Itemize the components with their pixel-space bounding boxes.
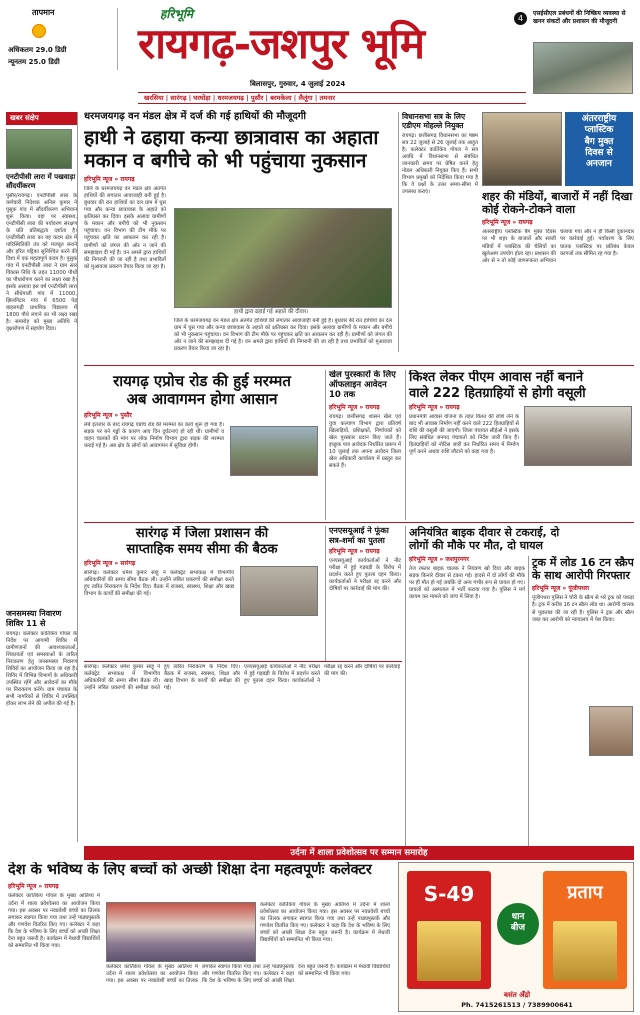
housing-byline: हरिभूमि न्यूज » रायगढ़ bbox=[409, 404, 460, 412]
sidebar-item2-body: रायगढ़। कलेक्टर कार्तिकेय गोयल के निर्देश पर आगामी शिविर में ग्रामीणजनों की आवश्यकताओं, शिकायतों एवं समस्याओं के त्वरित निराकरण हेतु जनसमस्या निवारण शिविरों का आयोजन किया जा रहा है। शिविर में विभिन्न विभागों के अधिकारी उपस्थित रहेंगे और आवेदनों का मौके पर निराकरण करेंगे। ग्राम पंचायत के सभी नागरिकों से शिविर में उपस्थित होकर लाभ लेने की अपील की गई है। bbox=[6, 630, 77, 708]
ad-left-pack-visual bbox=[417, 921, 481, 981]
road-headline-line2: अब आवागमन होगा आसान bbox=[126, 390, 278, 408]
nav-item-gharghoda[interactable]: घरघोड़ा bbox=[193, 94, 211, 102]
lead-photo bbox=[174, 208, 392, 308]
road-byline: हरिभूमि न्यूज » पुसौर bbox=[84, 412, 132, 419]
nav-item-dharamjaigarh[interactable]: धरमजयगढ़ bbox=[217, 94, 244, 102]
sidebar-item2-headline: जनसमस्या निवारण शिविर 11 से bbox=[6, 608, 62, 628]
nsui-story bbox=[325, 526, 401, 661]
lead-byline: हरिभूमि न्यूज » रायगढ़ bbox=[84, 176, 135, 184]
accident-headline bbox=[409, 526, 634, 552]
sun-icon bbox=[30, 22, 48, 40]
education-body-side: कलेक्टर कार्तिकेय गोयल के मुख्य आतिथ्य में उर्दना में शाला प्रवेशोत्सव का आयोजन किया गया। इस अवसर पर नवप्रवेशी बच्चों का तिलक लगाकर स्वागत किया गया तथा उन्हें पाठ्यपुस्तकें और गणवेश वितरित किए गए। कलेक्टर ने कहा कि देश के भविष्य के लिए बच्चों को अच्छी शिक्षा देना बहुत जरूरी है। कार्यक्रम में मेधावी विद्यार्थियों को सम्मानित भी किया गया। bbox=[260, 902, 390, 944]
min-temp: न्यूनतम 25.0 डिग्री bbox=[8, 58, 60, 66]
accident-headline-line2: लोगों की मौके पर मौत, दो घायल bbox=[409, 539, 543, 553]
housing-headline-line2: वाले 222 हितग्राहियों से होगी वसूली bbox=[409, 385, 586, 401]
plastic-photo bbox=[482, 112, 562, 186]
plastic-badge-line3: बैग मुक्त bbox=[584, 136, 614, 147]
nav-item-baramkela[interactable]: बरमकेला bbox=[270, 94, 292, 102]
divider bbox=[84, 365, 634, 366]
dateline: बिलासपुर, गुरुवार, 4 जुलाई 2024 bbox=[250, 80, 346, 88]
sidebar-item1-headline: एनटीपीसी लारा में पखवाड़ा सौंदर्यीकरण bbox=[6, 173, 76, 191]
housing-body: प्रधानमंत्री आवास योजना के तहत किश्त की राशि लेने के बाद भी आवास निर्माण नहीं करने वाले 222 हितग्राहियों से राशि की वसूली की जाएगी। जिला पंचायत सीईओ ने इसके लिए संबंधित जनपद पंचायतों को निर्देश जारी किए हैं। हितग्राहियों को नोटिस जारी कर निर्धारित समय में निर्माण पूर्ण करने अथवा राशि लौटाने को कहा गया है। bbox=[409, 414, 519, 456]
education-story bbox=[8, 862, 392, 1012]
divider bbox=[84, 522, 634, 523]
education-body-cont: कलेक्टर कार्तिकेय गोयल के मुख्य आतिथ्य में उर्दना में शाला प्रवेशोत्सव का आयोजन किया गया। इस अवसर पर नवप्रवेशी बच्चों का तिलक लगाकर स्वागत किया गया तथा उन्हें पाठ्यपुस्तकें और गणवेश वितरित किए गए। कलेक्टर ने कहा कि देश के भविष्य के लिए बच्चों को अच्छी शिक्षा देना बहुत जरूरी है। कार्यक्रम में मेधावी विद्यार्थियों को सम्मानित भी किया गया। bbox=[106, 964, 390, 985]
education-headline: देश के भविष्य के लिए बच्चों को अच्छी शिक्षा देना महत्वपूर्णः कलेक्टर bbox=[8, 862, 372, 878]
nav-item-pusaur[interactable]: पुसौर bbox=[250, 94, 264, 102]
truck-byline: हरिभूमि न्यूज » पूंजीपथरा bbox=[532, 585, 590, 593]
page-title: रायगढ़-जशपुर भूमि bbox=[138, 19, 425, 68]
accident-body-wrap bbox=[405, 556, 525, 846]
ad-center-badge-line1: धान bbox=[511, 912, 525, 922]
seed-advertisement[interactable] bbox=[398, 862, 634, 1012]
nav-item-sarangarh[interactable]: सारंगढ़ bbox=[170, 94, 187, 102]
nsui-body: एनएसयूआई कार्यकर्ताओं ने नीट परीक्षा में हुई गड़बड़ी के विरोध में प्रदर्शन करते हुए पुतला दहन किया। कार्यकर्ताओं ने परीक्षा रद्द करने और दोषियों पर कार्रवाई की मांग की। bbox=[329, 558, 401, 593]
admin-byline: हरिभूमि न्यूज » सारंगढ़ bbox=[84, 560, 136, 568]
ad-center-badge-line2: बीज bbox=[510, 923, 526, 934]
sidebar-photo bbox=[6, 129, 72, 169]
nav-item-kharsia[interactable]: खरसिया bbox=[144, 94, 164, 102]
admin-body: सारंगढ़। कलेक्टर धर्मेश कुमार साहू ने कलेक्ट्रेट सभाकक्ष में विभागीय अधिकारियों की समय सीमा बैठक ली। उन्होंने लंबित प्रकरणों की समीक्षा करते हुए त्वरित निराकरण के निर्देश दिए। बैठक में राजस्व, स्वास्थ्य, शिक्षा और खाद्य विभाग के कार्यों की समीक्षा की गई। bbox=[84, 570, 234, 598]
plastic-byline: हरिभूमि न्यूज » रायगढ़ bbox=[482, 219, 533, 227]
lower-filler-body-2: एनएसयूआई कार्यकर्ताओं ने नीट परीक्षा में हुई गड़बड़ी के विरोध में प्रदर्शन करते हुए पुतला दहन किया। कार्यकर्ताओं ने परीक्षा रद्द करने और दोषियों पर कार्रवाई की मांग की। bbox=[244, 664, 400, 685]
road-photo bbox=[230, 426, 318, 476]
divider bbox=[84, 661, 402, 662]
lead-body: जिले के धरमजयगढ़ वन मंडल क्षेत्र अंतर्गत हाथियों की लगातार आवाजाही बनी हुई है। बुधवार की रात हाथियों का दल ग्राम में घुस गया और कन्या छात्रावास के अहाते को क्षतिग्रस्त कर दिया। इसके अलावा ग्रामीणों के मकान और बगीचे को भी नुकसान पहुंचाया। वन विभाग की टीम मौके पर पहुंचकर क्षति का आकलन कर रही है। ग्रामीणों को जंगल की ओर न जाने की समझाइश दी गई है। वन अमले द्वारा हाथियों की निगरानी की जा रही है तथा प्रभावितों को मुआवजा प्रकरण तैयार किया जा रहा है। bbox=[84, 186, 166, 270]
sports-headline: खेल पुरस्कारों के लिए ऑफलाइन आवेदन 10 तक bbox=[329, 370, 396, 401]
truck-body: पूंजीपथरा पुलिस ने चोरी के स्क्रैप से भरे ट्रक को पकड़ा है। ट्रक में करीब 16 टन स्क्रैप लोड था। आरोपी चालक से पूछताछ की जा रही है। पुलिस ने ट्रक और स्क्रैप जब्त कर आरोपी को न्यायालय में पेश किया। bbox=[532, 595, 634, 623]
ad-phone[interactable]: Ph. 7415261513 / 7389900641 bbox=[461, 1001, 573, 1009]
plastic-badge bbox=[565, 112, 633, 186]
brand-small: हरिभूमि bbox=[160, 7, 194, 21]
housing-headline bbox=[409, 370, 634, 401]
housing-headline-line1: किश्त लेकर पीएम आवास नहीं बनाने bbox=[409, 370, 584, 385]
lead-headline bbox=[84, 126, 394, 173]
weather-box bbox=[8, 8, 118, 70]
road-body: लंबे इंतजार के बाद रायगढ़ एप्रोच रोड की मरम्मत का कार्य शुरू हो गया है। सड़क पर बने गड्ढों के कारण आए दिन दुर्घटनाएं हो रही थीं। ग्रामीणों व वाहन चालकों की मांग पर लोक निर्माण विभाग द्वारा सड़क की मरम्मत कराई गई है। अब क्षेत्र के लोगों को आवागमन में सुविधा होगी। bbox=[84, 422, 224, 450]
admin-story bbox=[84, 526, 320, 661]
plastic-badge-line5: अनजान bbox=[586, 159, 612, 169]
lower-filler-body: सारंगढ़। कलेक्टर धर्मेश कुमार साहू ने कलेक्ट्रेट सभाकक्ष में विभागीय अधिकारियों की समय सीमा बैठक ली। उन्होंने लंबित प्रकरणों की समीक्षा करते हुए त्वरित निराकरण के निर्देश दिए। बैठक में राजस्व, स्वास्थ्य, शिक्षा और खाद्य विभाग के कार्यों की समीक्षा की गई। bbox=[84, 664, 240, 692]
plastic-badge-line4: दिवस से bbox=[585, 147, 613, 158]
lead-story bbox=[84, 110, 394, 365]
plastic-badge-line2: प्लास्टिक bbox=[584, 125, 614, 136]
plastic-headline: शहर की मंडियों, बाजारों में नहीं दिखा कोई रोकने-टोकने वाला bbox=[482, 190, 633, 217]
truck-photo bbox=[589, 706, 633, 756]
nsui-byline: हरिभूमि न्यूज » रायगढ़ bbox=[329, 548, 380, 556]
admin-headline bbox=[84, 526, 320, 557]
lead-headline-line1: हाथी ने ढहाया कन्या छात्रावास का अहाता bbox=[84, 125, 379, 149]
truck-headline bbox=[532, 556, 634, 582]
lower-filler bbox=[84, 664, 400, 844]
ad-right-brand: प्रताप bbox=[567, 882, 603, 903]
nav-item-lailunga[interactable]: लैलूंगा bbox=[298, 94, 313, 102]
plastic-story bbox=[482, 190, 634, 350]
page-number: 4 bbox=[514, 12, 527, 25]
accident-byline: हरिभूमि न्यूज » जशपुरनगर bbox=[409, 556, 469, 563]
education-body: कलेक्टर कार्तिकेय गोयल के मुख्य आतिथ्य में उर्दना में शाला प्रवेशोत्सव का आयोजन किया गया। इस अवसर पर नवप्रवेशी बच्चों का तिलक लगाकर स्वागत किया गया तथा उन्हें पाठ्यपुस्तकें और गणवेश वितरित किए गए। कलेक्टर ने कहा कि देश के भविष्य के लिए बच्चों को अच्छी शिक्षा देना बहुत जरूरी है। कार्यक्रम में मेधावी विद्यार्थियों को सम्मानित भी किया गया। bbox=[8, 893, 100, 949]
ad-right-pack-visual bbox=[553, 921, 617, 981]
education-kicker-bar bbox=[84, 846, 634, 860]
accident-headline-line1: अनियंत्रित बाइक दीवार से टकराई, दो bbox=[409, 526, 560, 539]
plastic-badge-line1: अंतरराष्ट्रीय bbox=[581, 114, 617, 124]
admin-headline-line1: सारंगढ़ में जिला प्रशासन की bbox=[135, 526, 269, 541]
truck-story bbox=[528, 556, 634, 846]
ad-right-pack bbox=[543, 871, 627, 989]
lead-body-cont: जिले के धरमजयगढ़ वन मंडल क्षेत्र अंतर्गत हाथियों की लगातार आवाजाही बनी हुई है। बुधवार की रात हाथियों का दल ग्राम में घुस गया और कन्या छात्रावास के अहाते को क्षतिग्रस्त कर दिया। इसके अलावा ग्रामीणों के मकान और बगीचे को भी नुकसान पहुंचाया। वन विभाग की टीम मौके पर पहुंचकर क्षति का आकलन कर रही है। ग्रामीणों को जंगल की ओर न जाने की समझाइश दी गई है। वन अमले द्वारा हाथियों की निगरानी की जा रही है तथा प्रभावितों को मुआवजा प्रकरण तैयार किया जा रहा है। bbox=[174, 318, 392, 353]
teaser-photo bbox=[533, 42, 633, 94]
education-byline: हरिभूमि न्यूज » रायगढ़ bbox=[8, 883, 59, 891]
weather-label: तापमान bbox=[32, 8, 55, 17]
model-body: रायगढ़। छत्तीसगढ़ विधानसभा का षष्ठम सत्र 22 जुलाई से 26 जुलाई तक आहूत है। कलेक्टर कार्तिकेय गोयल ने सत्र अवधि में विधानसभा से संबंधित जानकारी समय पर प्रेषित करने हेतु नोडल अधिकारी नियुक्त किए हैं। सभी विभाग प्रमुखों को निर्देशित किया गया है कि वे प्रश्नों के उत्तर समय-सीमा में उपलब्ध कराएं। bbox=[402, 133, 478, 196]
ad-center-badge bbox=[497, 903, 539, 945]
housing-story bbox=[405, 370, 634, 520]
education-photo bbox=[106, 902, 256, 962]
ad-vendor: बसंत अँद्रो bbox=[503, 991, 531, 999]
masthead bbox=[0, 0, 640, 110]
lead-headline-line2: मकान व बगीचे को भी पहुंचाया नुकसान bbox=[84, 148, 367, 172]
accident-body: तेज रफ्तार बाइक चालक ने नियंत्रण खो दिया और बाइक सड़क किनारे दीवार से टकरा गई। हादसे में दो लोगों की मौके पर ही मौत हो गई जबकि दो अन्य गंभीर रूप से घायल हो गए। घायलों को अस्पताल में भर्ती कराया गया है। पुलिस ने मर्ग कायम कर मामले को जांच में लिया है। bbox=[409, 566, 525, 601]
sports-story bbox=[325, 370, 401, 520]
ad-left-brand: S-49 bbox=[423, 882, 475, 906]
road-headline-line1: रायगढ़ एप्रोच रोड की हुई मरम्मत bbox=[113, 372, 291, 390]
admin-photo bbox=[240, 566, 318, 616]
housing-photo bbox=[524, 406, 632, 466]
road-headline bbox=[84, 372, 320, 408]
sidebar-item1-body: पुसौर/रायगढ़। एनटीपीसी लारा के कर्मचारी निदेशक अनिल कुमार ने पुसुक गांव में सौंदर्यीकरण अभियान शुरू किया। वहां पर स्वास्थ्य, एनटीपीसी लारा की पर्यावरण संरक्षण के प्रति प्रतिबद्धता दर्शाता है। एनटीपीसी लारा का यह कदम क्षेत्र में पारिस्थितिकी तंत्र को मजबूत बनाने और हरित पट्टिका सुनिश्चित करने की दिशा में एक महत्वपूर्ण कदम है। पुसुक गांव में एनटीपीसी लारा ने ग्राम स्तर विकास निधि के तहत 11000 पौधों का पौधारोपण करने का लक्ष्य रखा है। इसके अलावा इस वर्ष एनटीपीसी लारा ने सीधेपाली गांव में 11000, झिलगिटार गांव में 6500 पेड़ बाहलगढ़ी प्राथमिक विद्यालय में 1800 पौधे लगाने का भी लक्ष्य रखा है। समारोह को मुख्य अतिथि ने वृक्षारोपण में सहयोग दिया। bbox=[6, 192, 77, 333]
lead-photo-caption: हाथी द्वारा ढहाई गई अहाते की दीवार। bbox=[234, 309, 309, 315]
plastic-body: अंतरराष्ट्रीय प्लास्टिक बैग मुक्त दिवस पर भी शहर के बाजारों और सब्जी मंडियों में प्लास्टिक की थैलियों का खुलेआम उपयोग होता रहा। प्रशासन की ओर से न तो कोई जागरूकता अभियान चलाया गया और न ही किसी दुकानदार पर कार्रवाई हुई। पर्यावरण के लिए घातक प्लास्टिक पर प्रतिबंध केवल कागजों तक सीमित रह गया है। bbox=[482, 229, 634, 264]
sidebar-label: खबर संक्षेप bbox=[6, 112, 77, 125]
truck-headline-line2: के साथ आरोपी गिरफ्तार bbox=[532, 569, 631, 583]
truck-headline-line1: ट्रक में लोड 16 टन स्क्रैप bbox=[532, 556, 634, 569]
sidebar bbox=[6, 112, 78, 842]
ad-left-pack bbox=[407, 871, 491, 989]
sports-byline: हरिभूमि न्यूज » रायगढ़ bbox=[329, 403, 380, 411]
education-kicker: उर्दना में शाला प्रवेशोत्सव पर सम्मान समारोह bbox=[290, 848, 428, 858]
model-headline: विधानसभा सत्र के लिए एडीएम मोहल्ले नियुक्त bbox=[402, 112, 466, 130]
nsui-headline: एनएसयूआई ने फूंका सत्र-शर्मा का पुतला bbox=[329, 526, 389, 545]
model-story bbox=[398, 112, 478, 352]
nav-item-tamnar[interactable]: तमनार bbox=[319, 94, 336, 102]
sports-body: रायगढ़। छत्तीसगढ़ शासन खेल एवं युवा कल्याण विभाग द्वारा प्रतिवर्ष खिलाड़ियों, प्रशिक्षकों, निर्णायकों को खेल पुरस्कार प्रदान किए जाते हैं। इच्छुक पात्र आवेदक निर्धारित प्रारूप में 10 जुलाई तक अपना आवेदन जिला खेल अधिकारी कार्यालय में प्रस्तुत कर सकते हैं। bbox=[329, 413, 401, 469]
nav-strip: खरसिया | सारंगढ़ | घरघोड़ा | धरमजयगढ़ | पुसौर | बरमकेला | लैलूंगा | तमनार bbox=[138, 92, 526, 104]
teaser: एसईसीएल प्रबंधनों की निष्क्रिय व्यवस्था से खनन संकटों और प्रशासन की मौजूदगी bbox=[533, 10, 626, 26]
max-temp: अधिकतम 29.0 डिग्री bbox=[8, 46, 67, 54]
road-story bbox=[84, 372, 320, 522]
lead-kicker: धरमजयगढ़ वन मंडल क्षेत्र में दर्ज की गई हाथियों की मौजूदगी bbox=[84, 111, 307, 122]
admin-headline-line2: साप्ताहिक समय सीमा की बैठक bbox=[126, 541, 278, 557]
